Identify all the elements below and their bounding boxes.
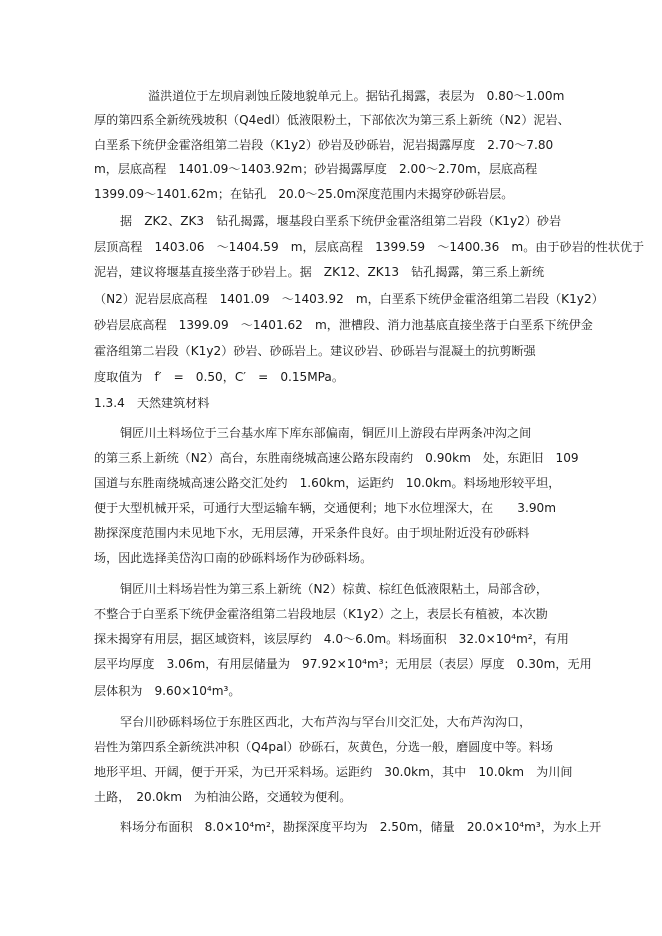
text-line: 厚的第四系全新统残坡积（Q4edl）低液限粉土，下部依次为第三系上新统（N2）泥岩、 xyxy=(94,113,570,127)
text-line: m，层底高程 1401.09～1403.92m；砂岩揭露厚度 2.00～2.70m，层底高程 xyxy=(94,162,538,176)
text-line: 1399.09～1401.62m；在钻孔 20.0～25.0m深度范围内未揭穿砂砾岩层。 xyxy=(94,187,514,201)
text-line: 罕台川砂砾料场位于东胜区西北，大布芦沟与罕台川交汇处，大布芦沟沟口， xyxy=(120,715,532,729)
text-line: 便于大型机械开采，可通行大型运输车辆，交通便利；地下水位埋深大，在 3.90m xyxy=(94,501,556,515)
text-line: 国道与东胜南绕城高速公路交汇处约 1.60km，运距约 10.0km。料场地形较平坦， xyxy=(94,476,561,490)
text-line: 料场分布面积 8.0×10⁴m²，勘探深度平均为 2.50m，储量 20.0×10⁴m³，为水上开 xyxy=(120,820,602,834)
text-line: 泥岩，建议将堰基直接坐落于砂岩上。据 ZK12、ZK13 钻孔揭露，第三系上新统 xyxy=(94,265,545,279)
text-line: 层平均厚度 3.06m，有用层储量为 97.92×10⁴m³；无用层（表层）厚度 0.30m，无用 xyxy=(94,657,592,671)
text-line: 层顶高程 1403.06 ～1404.59 m，层底高程 1399.59 ～1400.36 m。由于砂岩的性状优于 xyxy=(94,240,645,254)
text-line: 据 ZK2、ZK3 钻孔揭露，堰基段白垩系下统伊金霍洛组第二岩段（K1y2）砂岩 xyxy=(120,214,562,228)
text-line: 层体积为 9.60×10⁴m³。 xyxy=(94,684,241,698)
text-line: 场，因此选择美岱沟口南的砂砾料场作为砂砾料场。 xyxy=(94,551,373,565)
text-line: 度取值为 f′ = 0.50，C′ = 0.15MPa。 xyxy=(94,370,344,384)
text-line: 探未揭穿有用层，据区域资料，该层厚约 4.0～6.0m。料场面积 32.0×10⁴m²，有用 xyxy=(94,632,569,646)
text-line: （N2）泥岩层底高程 1401.09 ～1403.92 m，白垩系下统伊金霍洛组第二岩段（K1y2） xyxy=(94,292,604,306)
section-heading: 1.3.4 天然建筑材料 xyxy=(94,396,210,410)
text-line: 白垩系下统伊金霍洛组第二岩段（K1y2）砂岩及砂砾岩，泥岩揭露厚度 2.70～7.80 xyxy=(94,138,554,152)
text-line: 砂岩层底高程 1399.09 ～1401.62 m，泄槽段、消力池基底直接坐落于白垩系下统伊金 xyxy=(94,318,593,332)
text-line: 铜匠川土料场岩性为第三系上新统（N2）棕黄、棕红色低液限粘土，局部含砂， xyxy=(120,582,548,596)
text-line: 铜匠川土料场位于三台基水库下库东部偏南，铜匠川上游段右岸两条冲沟之间 xyxy=(120,426,532,440)
text-line: 地形平坦、开阔，便于开采，为已开采料场。运距约 30.0km，其中 10.0km 为川间 xyxy=(94,765,573,779)
text-line: 溢洪道位于左坝肩剥蚀丘陵地貌单元上。据钻孔揭露，表层为 0.80～1.00m xyxy=(148,89,565,103)
text-line: 的第三系上新统（N2）高台，东胜南绕城高速公路东段南约 0.90km 处，东距旧 109 xyxy=(94,451,579,465)
text-line: 土路， 20.0km 为柏油公路，交通较为便利。 xyxy=(94,790,352,804)
text-line: 勘探深度范围内未见地下水，无用层薄，开采条件良好。由于坝址附近没有砂砾料 xyxy=(94,526,530,540)
text-line: 岩性为第四系全新统洪冲积（Q4pal）砂砾石，灰黄色，分选一般，磨圆度中等。料场 xyxy=(94,740,553,754)
text-line: 不整合于白垩系下统伊金霍洛组第二岩段地层（K1y2）之上，表层长有植被，本次勘 xyxy=(94,607,548,621)
text-line: 霍洛组第二岩段（K1y2）砂岩、砂砾岩上。建议砂岩、砂砾岩与混凝土的抗剪断强 xyxy=(94,344,536,358)
